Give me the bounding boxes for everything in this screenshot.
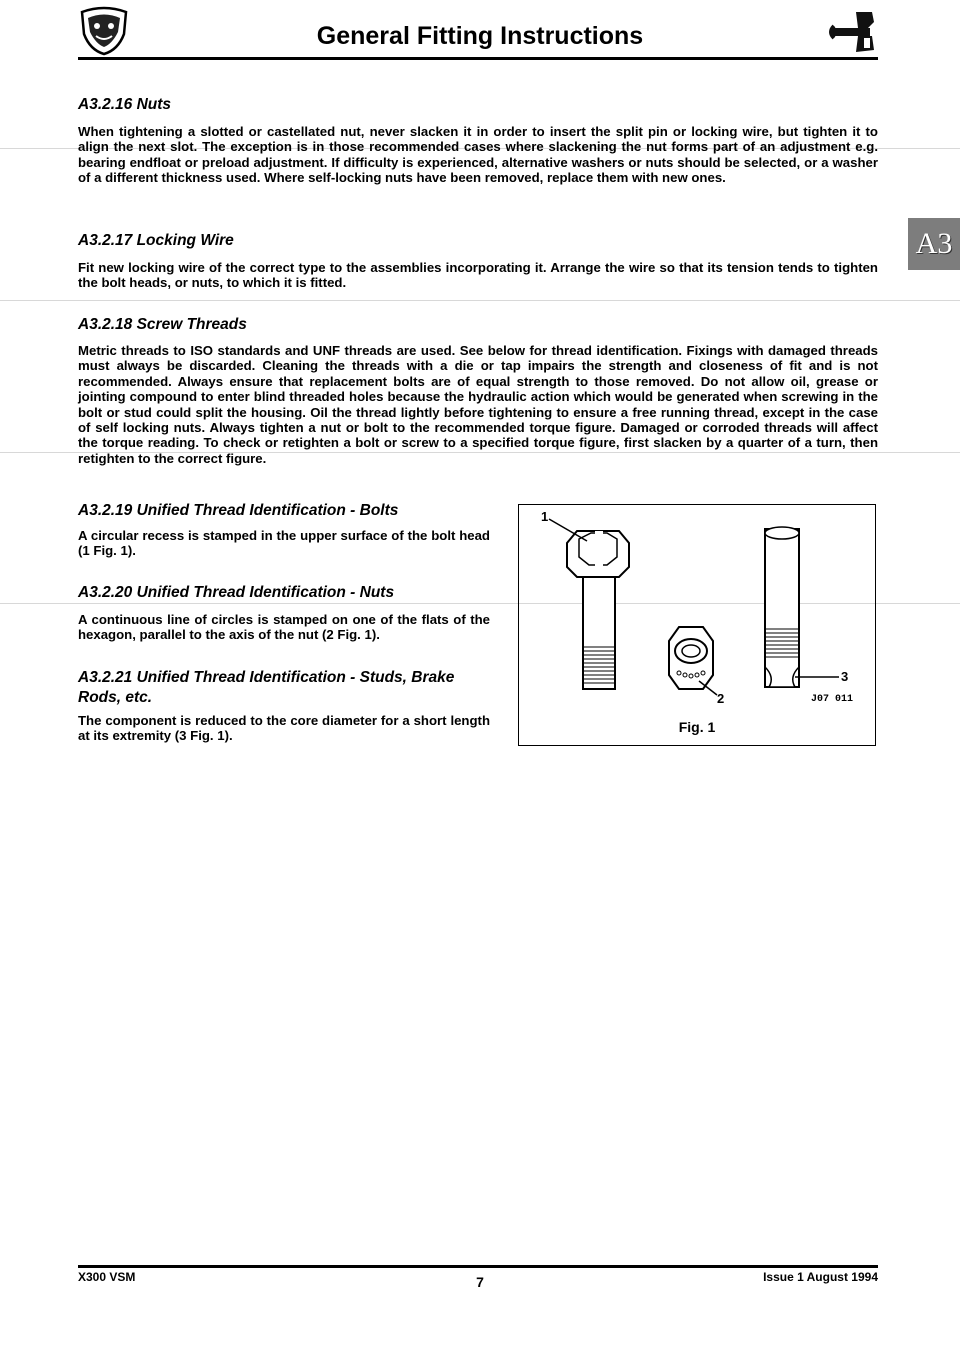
section-heading-unified-nuts: A3.2.20 Unified Thread Identification - Nuts <box>78 584 395 601</box>
figure-1 <box>518 504 876 746</box>
nut-drawing <box>669 627 717 695</box>
footer-rule <box>78 1265 878 1268</box>
section-heading-bolts: A3.2.19 Unified Thread Identification - Bolts <box>78 502 399 519</box>
section-heading-screw-threads: A3.2.18 Screw Threads <box>78 316 247 333</box>
page-title: General Fitting Instructions <box>316 22 644 50</box>
callout-2: 2 <box>717 691 725 706</box>
section-heading-nuts: A3.2.16 Nuts <box>78 96 172 113</box>
callout-1: 1 <box>541 509 549 524</box>
section-body-screw-threads: Metric threads to ISO standards and UNF threads are used. See below for thread identification. Fixings with damaged threads must always be discarded. Cleaning the threads with a die or tap impairs the strength and closeness of fit and is not recommended. Always ensure that replacement bolts are of equal strength to those removed. Do not allow oil, grease or jointing compound to enter blind threaded holes because the hydraulic action which would be generated when screwing in the bolt or stud could split the housing. Oil the thread lightly before tightening to ensure a free running thread, except in the case of self locking nuts. Always tighten a nut or bolt to the recommended torque figure. Damaged or corroded threads will affect the torque reading. To check or retighten a bolt or screw to a specified torque figure, first slacken by a quarter of a turn, then retighten to the correct figure. <box>78 343 878 466</box>
wrench-icon <box>828 8 878 56</box>
section-body-unified-nuts: A continuous line of circles is stamped on one of the flats of the hexagon, parallel to the axis of the nut (2 Fig. 1). <box>78 612 490 643</box>
section-body-locking-wire: Fit new locking wire of the correct type to the assemblies incorporating it. Arrange the wire so that its tension tends to tighten the bolt heads, or nuts, to which it is fitted. <box>78 260 878 291</box>
scan-line <box>0 300 960 301</box>
section-body-nuts: When tightening a slotted or castellated nut, never slacken it in order to insert the split pin or locking wire, but tighten it to align the next slot. The exception is in those recommended cases where slackening the nut forms part of an adjustment e.g. bearing endfloat or preload adjustment. If difficulty is experienced, alternative washers or nuts should be selected, or a washer of a different thickness used. Where self-locking nuts have been removed, replace them with new ones. <box>78 124 878 186</box>
section-heading-locking-wire: A3.2.17 Locking Wire <box>78 232 234 249</box>
section-heading-studs: A3.2.21 Unified Thread Identification - Studs, Brake Rods, etc. <box>78 669 455 706</box>
section-body-bolts: A circular recess is stamped in the upper surface of the bolt head (1 Fig. 1). <box>78 528 490 559</box>
figure-code: J07 011 <box>810 694 853 705</box>
footer-issue-date: Issue 1 August 1994 <box>763 1270 878 1284</box>
figure-caption: Fig. 1 <box>678 719 716 735</box>
footer-document-id: X300 VSM <box>78 1270 136 1284</box>
callout-3: 3 <box>841 669 849 684</box>
bolt-drawing <box>549 519 629 689</box>
thread-identification-illustration <box>519 505 874 744</box>
header-rule <box>78 57 878 60</box>
stud-drawing <box>765 527 839 687</box>
page-number: 7 <box>476 1274 484 1290</box>
section-tab: A3 <box>908 218 960 270</box>
section-body-studs: The component is reduced to the core diameter for a short length at its extremity (3 Fig. 1). <box>78 713 490 744</box>
